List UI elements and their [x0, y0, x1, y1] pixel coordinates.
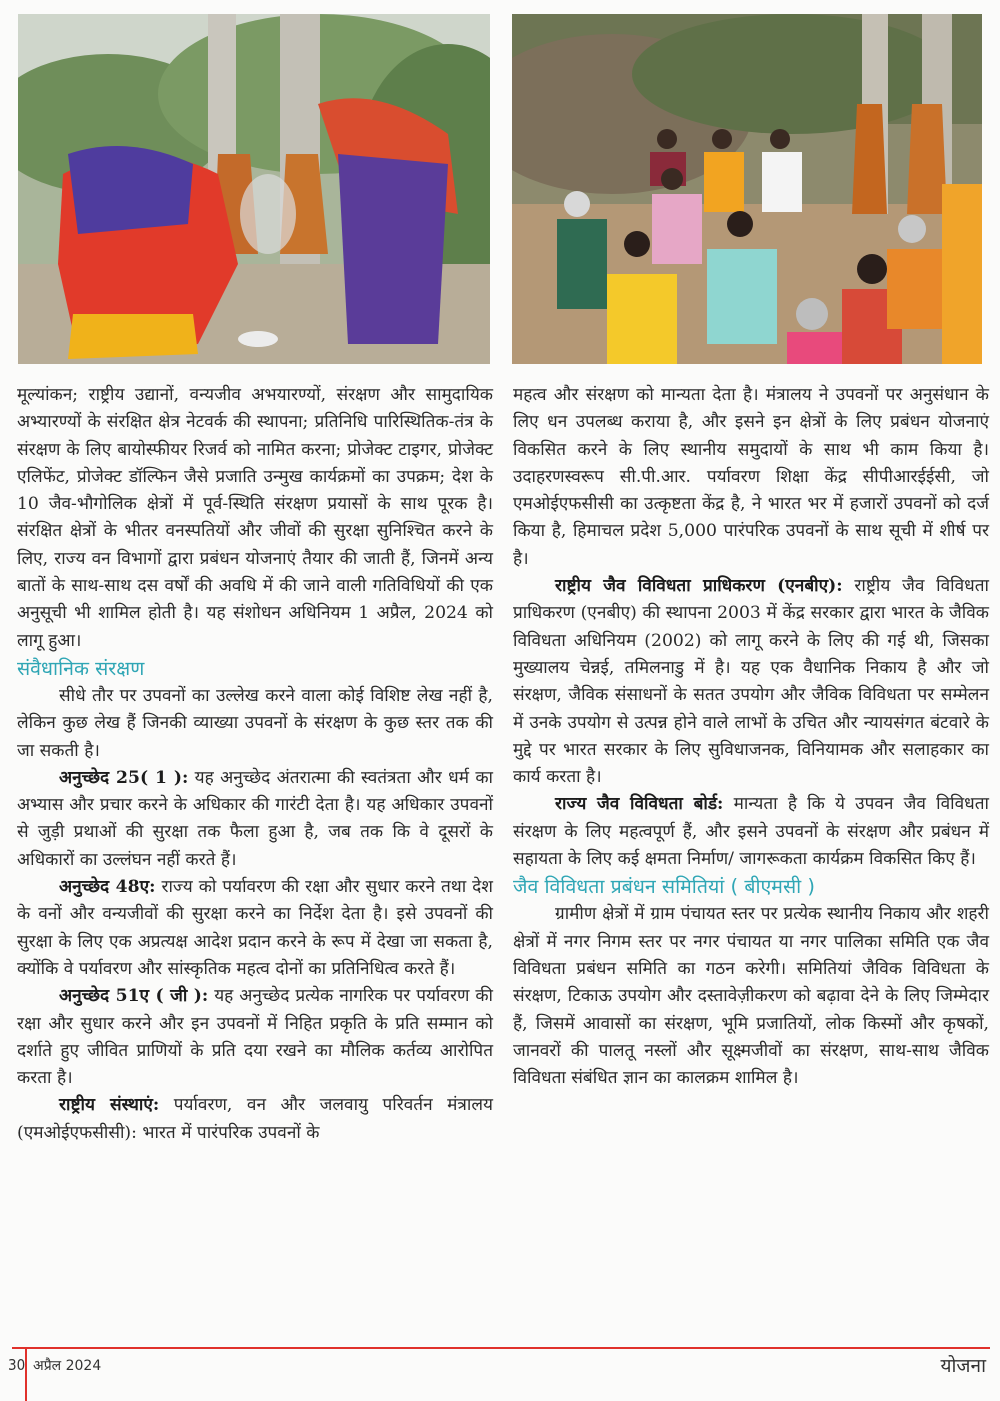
magazine-name: योजना — [940, 1355, 986, 1377]
footer-divider — [25, 1349, 27, 1401]
right-column — [513, 382, 989, 1092]
sbb-label: राज्य जैव विविधता बोर्ड: — [555, 794, 724, 815]
photo-community-meeting — [512, 14, 982, 364]
article-25-text: यह अनुच्छेद अंतरात्मा की स्वतंत्रता और धर्म का अभ्यास और प्रचार करने के अधिकार की गारंटी देता है। यह अधिकार उपवनों से जुड़ी प्रथाओं की सुरक्षा तक फैला हुआ है, जब तक कि वे दूसरों के अधिकारों का उल्लंघन नहीं करते हैं। — [17, 767, 493, 870]
sbb-text: मान्यता है कि ये उपवन जैव विविधता संरक्षण के लिए महत्वपूर्ण हैं, और इसने उपवनों के संरक्षण और प्रबंधन में सहायता के लिए कई क्षमता निर्माण/ जागरूकता कार्यक्रम विकसित किए हैं। — [513, 794, 989, 870]
ritual-offering-image — [18, 14, 490, 364]
heading-bmc: जैव विविधता प्रबंधन समितियां ( बीएमसी ) — [513, 875, 815, 899]
article-48a-label: अनुच्छेद 48ए: — [59, 877, 156, 898]
article-51a-label: अनुच्छेद 51ए ( जी ): — [59, 986, 209, 1007]
national-institutions-label: राष्ट्रीय संस्थाएं: — [59, 1095, 160, 1116]
paragraph-constitution-intro: सीधे तौर पर उपवनों का उल्लेख करने वाला कोई विशिष्ट लेख नहीं है, लेकिन कुछ लेख हैं जिनकी व्याख्या उपवनों के संरक्षण के कुछ स्तर तक की जा सकती है। — [17, 685, 493, 761]
nba-text: राष्ट्रीय जैव विविधता प्राधिकरण (एनबीए) की स्थापना 2003 में केंद्र सरकार द्वारा भारत के जैविक विविधता अधिनियम (2002) को लागू करने के लिए की गई थी, जिसका मुख्यालय चेन्नई, तमिलनाडु में है। यह एक वैधानिक निकाय है और जो संरक्षण, जैविक संसाधनों के सतत उपयोग और जैविक विविधता पर सम्मेलन में उनके उपयोग से उत्पन्न होने वाले लाभों के उचित और न्यायसंगत बंटवारे के मुद्दे पर भारत सरकार के लिए सुविधाजनक, विनियामक और सलाहकार का कार्य करता है। — [513, 576, 989, 788]
left-column — [17, 382, 493, 1147]
paragraph-article-48a — [17, 874, 493, 983]
national-institutions-text: पर्यावरण, वन और जलवायु परिवर्तन मंत्रालय (एमओईएफसीसी): भारत में पारंपरिक उपवनों के — [17, 1095, 493, 1143]
paragraph-national-institutions — [17, 1092, 493, 1147]
article-48a-text: राज्य को पर्यावरण की रक्षा और सुधार करने तथा देश के वनों और वन्यजीवों की सुरक्षा करने का निर्देश देता है। इसे उपवनों की सुरक्षा के लिए एक अप्रत्यक्ष आदेश प्रदान करने के रूप में देखा जा सकता है, क्योंकि वे पर्यावरण और सांस्कृतिक महत्व दोनों का प्रतिनिधित्व करते हैं। — [17, 877, 493, 979]
paragraph-protected-areas: मूल्यांकन; राष्ट्रीय उद्यानों, वन्यजीव अभयारण्यों, संरक्षण और सामुदायिक अभ्यारण्यों के संरक्षित क्षेत्र नेटवर्क की स्थापना; प्रतिनिधि पारिस्थितिक-तंत्र के संरक्षण के लिए बायोस्फीयर रिजर्व को नामित करना; प्रोजेक्ट टाइगर, प्रोजेक्ट एलिफेंट, प्रोजेक्ट डॉल्फिन जैसे प्रजाति उन्मुख कार्यक्रमों का उपक्रम; देश के 10 जैव-भौगोलिक क्षेत्रों में पूर्व-स्थिति संरक्षण प्रयासों के साथ पूरक है। संरक्षित क्षेत्रों के भीतर वनस्पतियों और जीवों की सुरक्षा सुनिश्चित करने के लिए, राज्य वन विभागों द्वारा प्रबंधन योजनाएं तैयार की जाती हैं, जिनमें अन्य बातों के साथ-साथ दस वर्षों की अवधि में की जाने वाली गतिविधियों की एक अनुसूची भी शामिल होती है। यह संशोधन अधिनियम 1 अप्रैल, 2024 को लागू हुआ। — [17, 385, 493, 651]
page-number: 30 — [8, 1356, 26, 1374]
heading-constitutional-protection: संवैधानिक संरक्षण — [17, 656, 145, 680]
issue-date: अप्रैल 2024 — [33, 1358, 102, 1374]
paragraph-nba — [513, 573, 989, 791]
footer-rule — [12, 1347, 990, 1349]
article-51a-text: यह अनुच्छेद प्रत्येक नागरिक पर पर्यावरण की रक्षा और सुधार करने और इन उपवनों में निहित प्रकृति के प्रति सम्मान को दर्शाते हुए जीवित प्राणियों के प्रति दया रखने का मौलिक कर्तव्य आरोपित करता है। — [17, 986, 494, 1089]
nba-label: राष्ट्रीय जैव विविधता प्राधिकरण (एनबीए): — [555, 576, 843, 597]
paragraph-article-25 — [17, 765, 493, 874]
paragraph-state-biodiversity-board — [513, 791, 989, 873]
paragraph-article-51a — [17, 983, 493, 1092]
article-25-label: अनुच्छेद 25( 1 ): — [59, 767, 189, 788]
paragraph-ministry-continued: महत्व और संरक्षण को मान्यता देता है। मंत्रालय ने उपवनों पर अनुसंधान के लिए धन उपलब्ध कराया है, और इसने इन क्षेत्रों के लिए प्रबंधन योजनाएं विकसित करने के लिए स्थानीय समुदायों के साथ भी काम किया है। उदाहरणस्वरूप सी.पी.आर. पर्यावरण शिक्षा केंद्र सीपीआरईईसी, जो एमओईएफसीसी का उत्कृष्टता केंद्र है, ने भारत भर में हजारों उपवनों को दर्ज किया है, हिमाचल प्रदेश 5,000 पारंपरिक उपवनों के साथ सूची में शीर्ष पर है। — [513, 385, 989, 569]
photo-ritual-offering — [18, 14, 490, 364]
community-meeting-image — [512, 14, 982, 364]
paragraph-bmc: ग्रामीण क्षेत्रों में ग्राम पंचायत स्तर पर प्रत्येक स्थानीय निकाय और शहरी क्षेत्रों में नगर निगम स्तर पर नगर पंचायत या नगर पालिका समिति एक जैव विविधता प्रबंधन समिति का गठन करेगी। समितियां जैविक विविधता के संरक्षण, टिकाऊ उपयोग और दस्तावेज़ीकरण को बढ़ावा देने के लिए जिम्मेदार हैं, जिसमें आवासों का संरक्षण, भूमि प्रजातियों, लोक किस्मों और कृषकों, जानवरों की पालतू नस्लों और सूक्ष्मजीवों का संरक्षण, साथ-साथ जैविक विविधता संबंधित ज्ञान का कालक्रम शामिल है। — [513, 904, 989, 1089]
